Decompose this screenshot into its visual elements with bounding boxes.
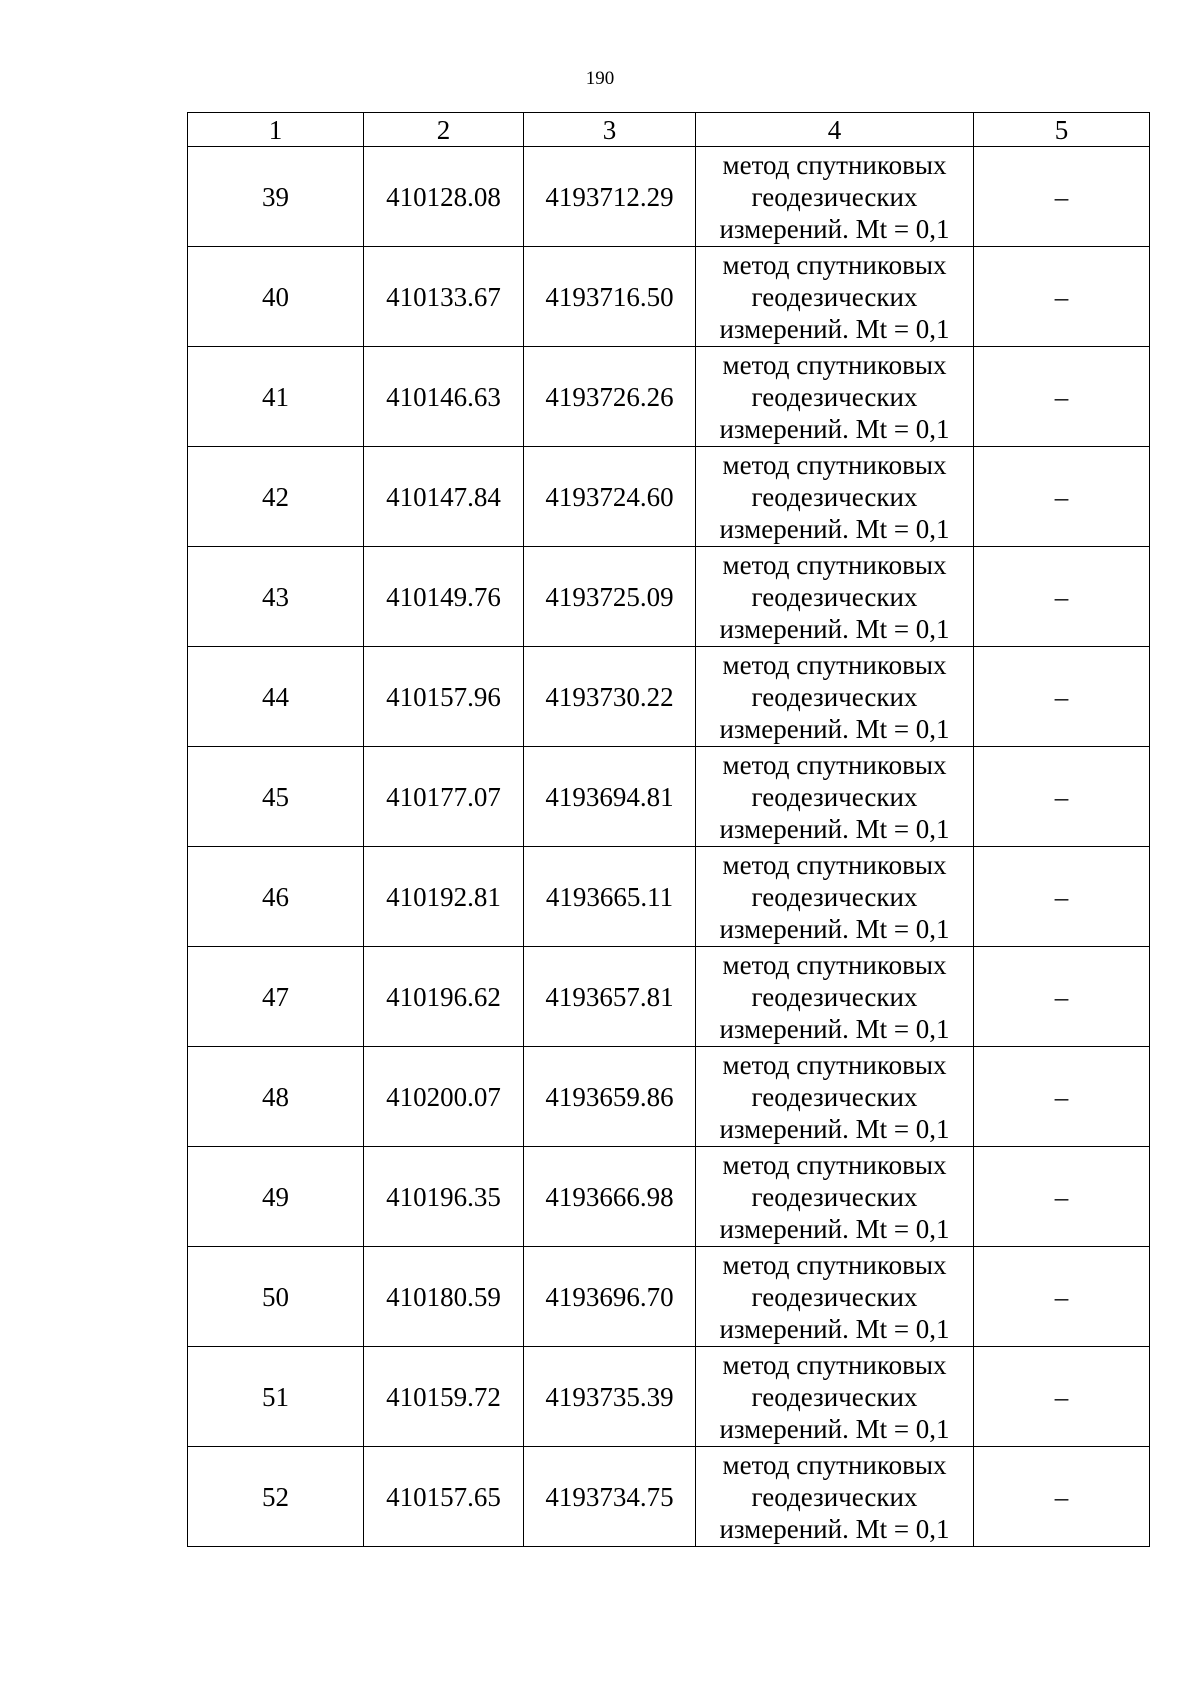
method-line: измерений. Mt = 0,1: [719, 213, 950, 244]
method-cell: [696, 847, 974, 947]
x-coordinate-cell: 410157.96: [364, 647, 524, 747]
y-coordinate-cell: 4193734.75: [524, 1447, 696, 1547]
point-number-cell: 46: [188, 847, 364, 947]
method-line: измерений. Mt = 0,1: [719, 1213, 950, 1244]
method-line: измерений. Mt = 0,1: [719, 313, 950, 344]
point-number-cell: 43: [188, 547, 364, 647]
note-cell: –: [974, 647, 1150, 747]
method-line: метод спутниковых: [722, 1049, 947, 1080]
method-cell: [696, 747, 974, 847]
method-line: метод спутниковых: [722, 1349, 947, 1380]
point-number-cell: 44: [188, 647, 364, 747]
point-number-cell: 45: [188, 747, 364, 847]
table-row: [188, 1147, 1150, 1247]
method-line: метод спутниковых: [722, 1149, 947, 1180]
y-coordinate-cell: 4193696.70: [524, 1247, 696, 1347]
table-row: [188, 247, 1150, 347]
header-col-1: 1: [188, 113, 364, 147]
method-cell: [696, 1147, 974, 1247]
method-line: метод спутниковых: [722, 749, 947, 780]
table-row: [188, 1247, 1150, 1347]
point-number-cell: 50: [188, 1247, 364, 1347]
method-cell: [696, 1047, 974, 1147]
method-line: метод спутниковых: [722, 649, 947, 680]
x-coordinate-cell: 410149.76: [364, 547, 524, 647]
method-cell: [696, 1447, 974, 1547]
method-line: метод спутниковых: [722, 349, 947, 380]
method-cell: [696, 947, 974, 1047]
y-coordinate-cell: 4193657.81: [524, 947, 696, 1047]
x-coordinate-cell: 410157.65: [364, 1447, 524, 1547]
header-col-4: 4: [696, 113, 974, 147]
method-line: метод спутниковых: [722, 249, 947, 280]
method-line: измерений. Mt = 0,1: [719, 613, 950, 644]
page-number: 190: [585, 68, 615, 89]
method-line: измерений. Mt = 0,1: [719, 513, 950, 544]
table-row: [188, 1047, 1150, 1147]
method-cell: [696, 347, 974, 447]
coordinates-table: [187, 112, 1150, 1547]
method-line: геодезических: [751, 281, 918, 312]
x-coordinate-cell: 410128.08: [364, 147, 524, 247]
method-cell: [696, 1247, 974, 1347]
point-number-cell: 49: [188, 1147, 364, 1247]
method-line: метод спутниковых: [722, 149, 947, 180]
method-line: измерений. Mt = 0,1: [719, 1413, 950, 1444]
table-row: [188, 947, 1150, 1047]
x-coordinate-cell: 410159.72: [364, 1347, 524, 1447]
method-cell: [696, 1347, 974, 1447]
x-coordinate-cell: 410180.59: [364, 1247, 524, 1347]
table-row: [188, 1447, 1150, 1547]
y-coordinate-cell: 4193730.22: [524, 647, 696, 747]
method-line: метод спутниковых: [722, 1449, 947, 1480]
method-line: геодезических: [751, 1381, 918, 1412]
point-number-cell: 47: [188, 947, 364, 1047]
note-cell: –: [974, 147, 1150, 247]
note-cell: –: [974, 1247, 1150, 1347]
x-coordinate-cell: 410196.62: [364, 947, 524, 1047]
method-line: геодезических: [751, 381, 918, 412]
method-cell: [696, 247, 974, 347]
note-cell: –: [974, 1347, 1150, 1447]
x-coordinate-cell: 410147.84: [364, 447, 524, 547]
point-number-cell: 41: [188, 347, 364, 447]
method-cell: [696, 447, 974, 547]
x-coordinate-cell: 410192.81: [364, 847, 524, 947]
point-number-cell: 40: [188, 247, 364, 347]
y-coordinate-cell: 4193725.09: [524, 547, 696, 647]
method-line: метод спутниковых: [722, 549, 947, 580]
method-cell: [696, 547, 974, 647]
method-line: измерений. Mt = 0,1: [719, 713, 950, 744]
x-coordinate-cell: 410146.63: [364, 347, 524, 447]
y-coordinate-cell: 4193665.11: [524, 847, 696, 947]
method-line: измерений. Mt = 0,1: [719, 1013, 950, 1044]
method-line: измерений. Mt = 0,1: [719, 913, 950, 944]
table-row: [188, 647, 1150, 747]
method-line: метод спутниковых: [722, 1249, 947, 1280]
method-line: измерений. Mt = 0,1: [719, 813, 950, 844]
note-cell: –: [974, 1147, 1150, 1247]
y-coordinate-cell: 4193716.50: [524, 247, 696, 347]
method-cell: [696, 647, 974, 747]
point-number-cell: 39: [188, 147, 364, 247]
y-coordinate-cell: 4193726.26: [524, 347, 696, 447]
method-line: геодезических: [751, 581, 918, 612]
table-row: [188, 147, 1150, 247]
method-line: метод спутниковых: [722, 849, 947, 880]
table-row: [188, 547, 1150, 647]
point-number-cell: 48: [188, 1047, 364, 1147]
point-number-cell: 42: [188, 447, 364, 547]
note-cell: –: [974, 847, 1150, 947]
method-line: геодезических: [751, 681, 918, 712]
header-row: [188, 113, 1150, 147]
method-line: геодезических: [751, 1181, 918, 1212]
method-line: геодезических: [751, 881, 918, 912]
x-coordinate-cell: 410177.07: [364, 747, 524, 847]
table-row: [188, 347, 1150, 447]
table-row: [188, 1347, 1150, 1447]
note-cell: –: [974, 547, 1150, 647]
point-number-cell: 52: [188, 1447, 364, 1547]
method-line: измерений. Mt = 0,1: [719, 413, 950, 444]
method-line: измерений. Mt = 0,1: [719, 1113, 950, 1144]
method-line: геодезических: [751, 981, 918, 1012]
header-col-5: 5: [974, 113, 1150, 147]
y-coordinate-cell: 4193724.60: [524, 447, 696, 547]
header-col-2: 2: [364, 113, 524, 147]
note-cell: –: [974, 447, 1150, 547]
note-cell: –: [974, 747, 1150, 847]
note-cell: –: [974, 247, 1150, 347]
table-header: [188, 113, 1150, 147]
method-line: измерений. Mt = 0,1: [719, 1513, 950, 1544]
method-line: измерений. Mt = 0,1: [719, 1313, 950, 1344]
y-coordinate-cell: 4193735.39: [524, 1347, 696, 1447]
x-coordinate-cell: 410196.35: [364, 1147, 524, 1247]
y-coordinate-cell: 4193659.86: [524, 1047, 696, 1147]
y-coordinate-cell: 4193712.29: [524, 147, 696, 247]
table-row: [188, 447, 1150, 547]
method-line: геодезических: [751, 1281, 918, 1312]
method-line: метод спутниковых: [722, 449, 947, 480]
method-line: геодезических: [751, 1481, 918, 1512]
header-col-3: 3: [524, 113, 696, 147]
point-number-cell: 51: [188, 1347, 364, 1447]
note-cell: –: [974, 1447, 1150, 1547]
method-line: геодезических: [751, 1081, 918, 1112]
method-line: геодезических: [751, 181, 918, 212]
note-cell: –: [974, 347, 1150, 447]
table-body: [188, 147, 1150, 1547]
method-line: метод спутниковых: [722, 949, 947, 980]
method-line: геодезических: [751, 481, 918, 512]
x-coordinate-cell: 410133.67: [364, 247, 524, 347]
note-cell: –: [974, 1047, 1150, 1147]
x-coordinate-cell: 410200.07: [364, 1047, 524, 1147]
table-row: [188, 747, 1150, 847]
y-coordinate-cell: 4193694.81: [524, 747, 696, 847]
method-cell: [696, 147, 974, 247]
method-line: геодезических: [751, 781, 918, 812]
y-coordinate-cell: 4193666.98: [524, 1147, 696, 1247]
note-cell: –: [974, 947, 1150, 1047]
table-row: [188, 847, 1150, 947]
